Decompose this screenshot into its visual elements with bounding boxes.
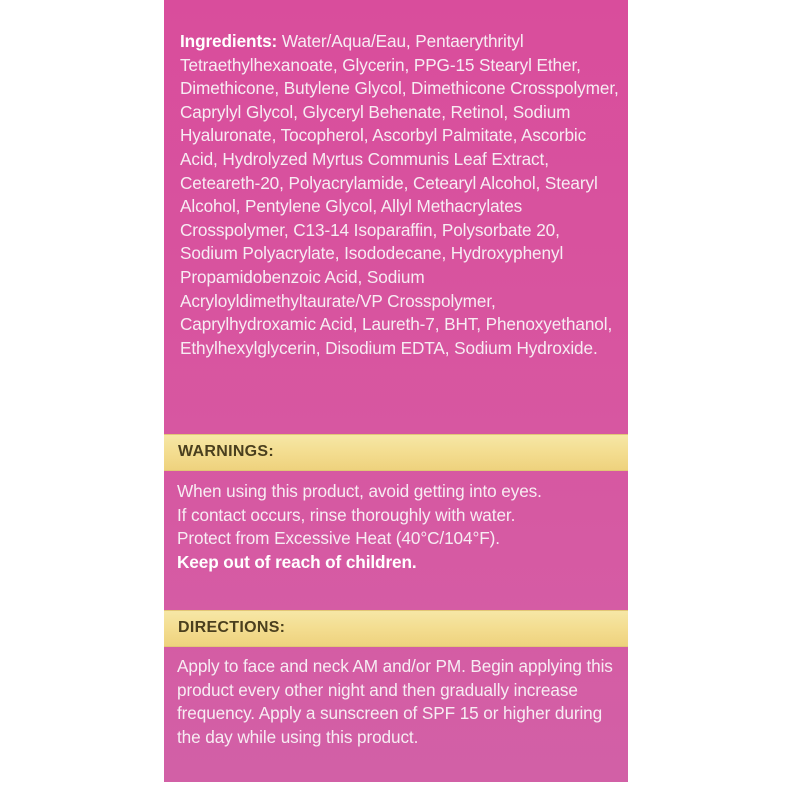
warning-line-children: Keep out of reach of children.	[177, 551, 417, 572]
ingredients-label: Ingredients:	[180, 31, 278, 51]
warnings-block	[177, 480, 617, 574]
directions-title: DIRECTIONS:	[178, 619, 286, 636]
directions-block	[177, 655, 622, 749]
warnings-title: WARNINGS:	[178, 443, 275, 460]
warning-line-heat: Protect from Excessive Heat (40°C/104°F).	[177, 528, 500, 549]
ingredients-block	[180, 30, 620, 360]
warnings-header	[164, 434, 628, 471]
ingredients-text: Water/Aqua/Eau, Pentaerythrityl Tetraethylhexanoate, Glycerin, PPG-15 Stearyl Ether, Dimethicone, Butylene Glycol, Dimethicone Crosspolymer, Caprylyl Glycol, Glyceryl Behenate, Retinol, Sodium Hyaluronate, Tocopherol, Ascorbyl Palmitate, Ascorbic Acid, Hydrolyzed Myrtus Communis Leaf Extract, Ceteareth-20, Polyacrylamide, Cetearyl Alcohol, Stearyl Alcohol, Pentylene Glycol, Allyl Methacrylates Crosspolymer, C13-14 Isoparaffin, Polysorbate 20, Sodium Polyacrylate, Isododecane, Hydroxyphenyl Propamidobenzoic Acid, Sodium Acryloyldimethyltaurate/VP Crosspolymer, Caprylhydroxamic Acid, Laureth-7, BHT, Phenoxyethanol, Ethylhexylglycerin, Disodium EDTA, Sodium Hydroxide.	[180, 31, 619, 358]
label-panel	[164, 0, 628, 782]
directions-text: Apply to face and neck AM and/or PM. Begin applying this product every other night and then gradually increase frequency. Apply a sunscreen of SPF 15 or higher during the day while using this product.	[177, 656, 613, 747]
warning-line-rinse: If contact occurs, rinse thoroughly with water.	[177, 504, 516, 525]
directions-header	[164, 610, 628, 647]
warning-line-eyes: When using this product, avoid getting into eyes.	[177, 481, 542, 501]
